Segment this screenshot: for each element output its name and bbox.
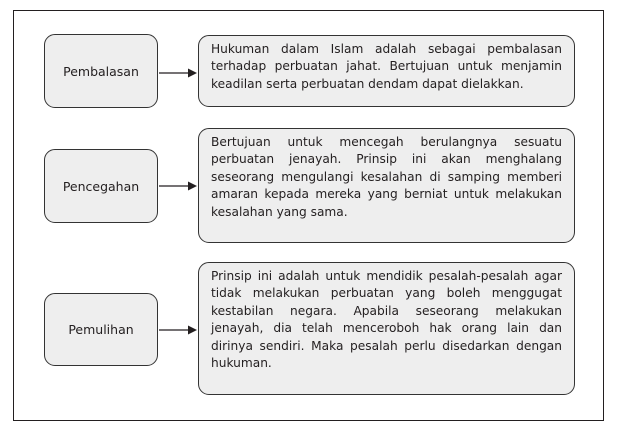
arrow-pemulihan	[159, 324, 197, 336]
label-pembalasan: Pembalasan	[63, 63, 139, 79]
label-box-pencegahan	[44, 149, 158, 223]
description-box-pencegahan	[198, 128, 575, 243]
label-box-pemulihan	[44, 293, 158, 366]
label-pemulihan: Pemulihan	[68, 322, 134, 337]
arrow-pencegahan	[159, 180, 197, 192]
description-pencegahan: Bertujuan untuk mencegah berulangnya sesuatu perbuatan jenayah. Prinsip ini akan menghalang seseorang mengulangi kesalahan di samping memberi amaran kepada mereka yang berniat untuk melakukan kesalahan yang sama.	[211, 135, 562, 219]
description-pembalasan: Hukuman dalam Islam adalah sebagai pembalasan terhadap perbuatan jahat. Bertujuan untuk menjamin keadilan serta perbuatan dendam dapat dielakkan.	[211, 42, 562, 91]
label-box-pembalasan	[44, 34, 158, 108]
arrow-pembalasan	[159, 67, 197, 79]
description-box-pemulihan	[198, 262, 575, 395]
description-pemulihan: Prinsip ini adalah untuk mendidik pesalah-pesalah agar tidak melakukan perbuatan yang boleh menggugat kestabilan negara. Apabila seseorang melakukan jenayah, dia telah menceroboh hak orang lain dan dirinya sendiri. Maka pesalah perlu disedarkan dengan hukuman.	[211, 269, 562, 371]
label-pencegahan: Pencegahan	[62, 178, 140, 194]
description-box-pembalasan	[198, 35, 575, 107]
